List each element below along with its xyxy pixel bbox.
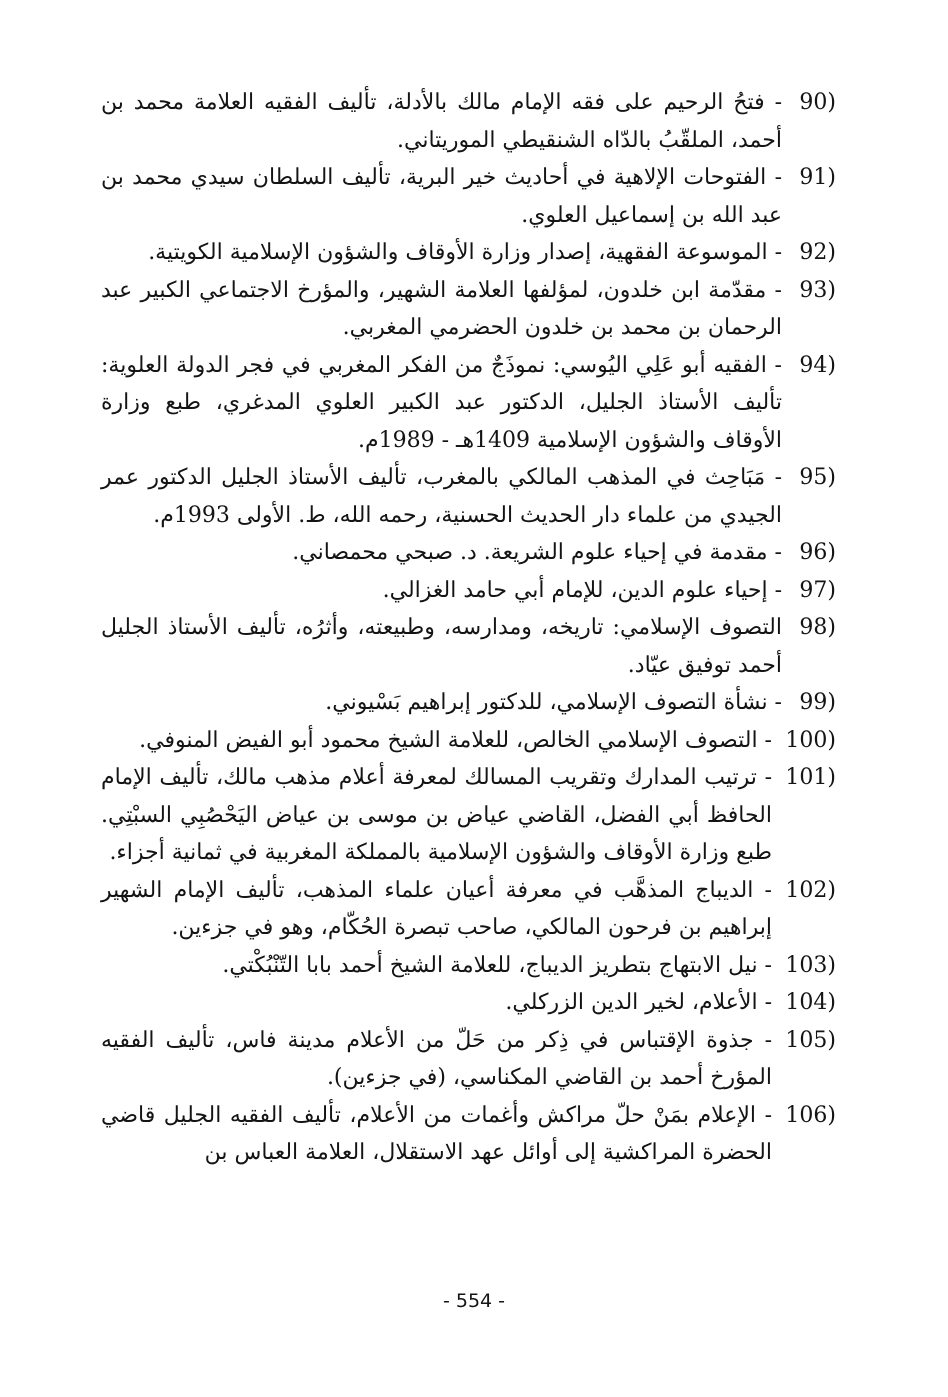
entry-text: - الأعلام، لخير الدين الزركلي. <box>505 990 772 1015</box>
entry-number: 98) <box>799 615 836 640</box>
entry-number: 91) <box>799 165 836 190</box>
bibliography-list <box>101 84 836 1172</box>
bibliography-entry <box>101 684 836 722</box>
entry-number: 105) <box>785 1027 836 1053</box>
entry-number: 106) <box>785 1102 836 1128</box>
bibliography-entry <box>101 347 836 460</box>
bibliography-entry <box>101 84 836 159</box>
bibliography-entry <box>101 872 836 947</box>
entry-number: 90) <box>799 90 836 115</box>
entry-number: 93) <box>799 277 836 303</box>
bibliography-entry <box>101 947 836 985</box>
bibliography-entry <box>101 984 836 1022</box>
entry-text: - جذوة الإقتباس في ذِكر من حَلّ من الأعلام مدينة فاس، تأليف الفقيه المؤرخ أحمد بن القاضي المكناسي، (في جزءين). <box>101 1027 772 1090</box>
entry-text: - الموسوعة الفقهية، إصدار وزارة الأوقاف والشؤون الإسلامية الكويتية. <box>148 240 782 265</box>
entry-text: - التصوف الإسلامي الخالص، للعلامة الشيخ محمود أبو الفيض المنوفي. <box>139 727 772 753</box>
bibliography-entry <box>101 609 836 684</box>
entry-text: - مَبَاحِث في المذهب المالكي بالمغرب، تأليف الأستاذ الجليل الدكتور عمر الجيدي من علماء دار الحديث الحسنية، رحمه الله، ط. الأولى 1993م. <box>101 465 782 528</box>
entry-number: 95) <box>799 465 836 490</box>
page-number: - 554 - <box>442 1290 506 1312</box>
entry-text: - الإعلام بمَنْ حلّ مراكش وأغمات من الأعلام، تأليف الفقيه الجليل قاضي الحضرة المراكشية إلى أوائل عهد الاستقلال، العلامة العباس بن <box>101 1102 772 1165</box>
entry-number: 103) <box>785 952 836 978</box>
bibliography-entry <box>101 459 836 534</box>
bibliography-entry <box>101 272 836 347</box>
entry-text: - إحياء علوم الدين، للإمام أبي حامد الغزالي. <box>382 577 782 603</box>
entry-text: - فتحُ الرحيم على فقه الإمام مالك بالأدلة، تأليف الفقيه العلامة محمد بن أحمد، الملقّبُ بالدّاه الشنقيطي الموريتاني. <box>101 90 782 153</box>
entry-text: - الفتوحات الإلاهية في أحاديث خير البرية، تأليف السلطان سيدي محمد بن عبد الله بن إسماعيل العلوي. <box>101 165 782 228</box>
bibliography-entry <box>101 759 836 872</box>
entry-text: - نشأة التصوف الإسلامي، للدكتور إبراهيم بَسْيوني. <box>325 690 782 715</box>
entry-number: 96) <box>799 540 836 565</box>
entry-text: - مقدّمة ابن خلدون، لمؤلفها العلامة الشهير، والمؤرخ الاجتماعي الكبير عبد الرحمان بن محمد بن خلدون الحضرمي المغربي. <box>101 277 782 340</box>
entry-text: - الديباج المذهَّب في معرفة أعيان علماء المذهب، تأليف الإمام الشهير إبراهيم بن فرحون المالكي، صاحب تبصرة الحُكّام، وهو في جزءين. <box>101 877 772 940</box>
entry-number: 94) <box>799 352 836 378</box>
bibliography-entry <box>101 159 836 234</box>
bibliography-entry <box>101 722 836 760</box>
entry-text: التصوف الإسلامي: تاريخه، ومدارسه، وطبيعته، وأثرُه، تأليف الأستاذ الجليل أحمد توفيق عيّاد. <box>101 615 782 678</box>
bibliography-entry <box>101 1097 836 1172</box>
bibliography-entry <box>101 572 836 610</box>
entry-text: - الفقيه أبو عَلِي اليُوسي: نموذَجٌ من الفكر المغربي في فجر الدولة العلوية: تأليف الأستاذ الجليل، الدكتور عبد الكبير العلوي المدغري، طبع وزارة الأوقاف والشؤون الإسلامية 1409هـ - 1989م. <box>101 352 782 453</box>
entry-number: 97) <box>799 577 836 603</box>
bibliography-entry <box>101 534 836 572</box>
entry-number: 102) <box>785 877 836 903</box>
entry-number: 100) <box>785 727 836 753</box>
entry-number: 99) <box>799 690 836 715</box>
entry-text: - ترتيب المدارك وتقريب المسالك لمعرفة أعلام مذهب مالك، تأليف الإمام الحافظ أبي الفضل، القاضي عياض بن موسى بن عياض اليَحْصُبِي السبْتِي. طبع وزارة الأوقاف والشؤون الإسلامية بالمملكة المغربية في ثمانية أجزاء. <box>101 765 772 865</box>
entry-number: 101) <box>785 765 836 790</box>
bibliography-entry <box>101 1022 836 1097</box>
entry-text: - مقدمة في إحياء علوم الشريعة. د. صبحي محمصاني. <box>292 540 782 565</box>
entry-number: 92) <box>799 240 836 265</box>
entry-number: 104) <box>785 990 836 1015</box>
bibliography-entry <box>101 234 836 272</box>
entry-text: - نيل الابتهاج بتطريز الديباج، للعلامة الشيخ أحمد بابا التّنْبُكْتي. <box>222 952 772 978</box>
